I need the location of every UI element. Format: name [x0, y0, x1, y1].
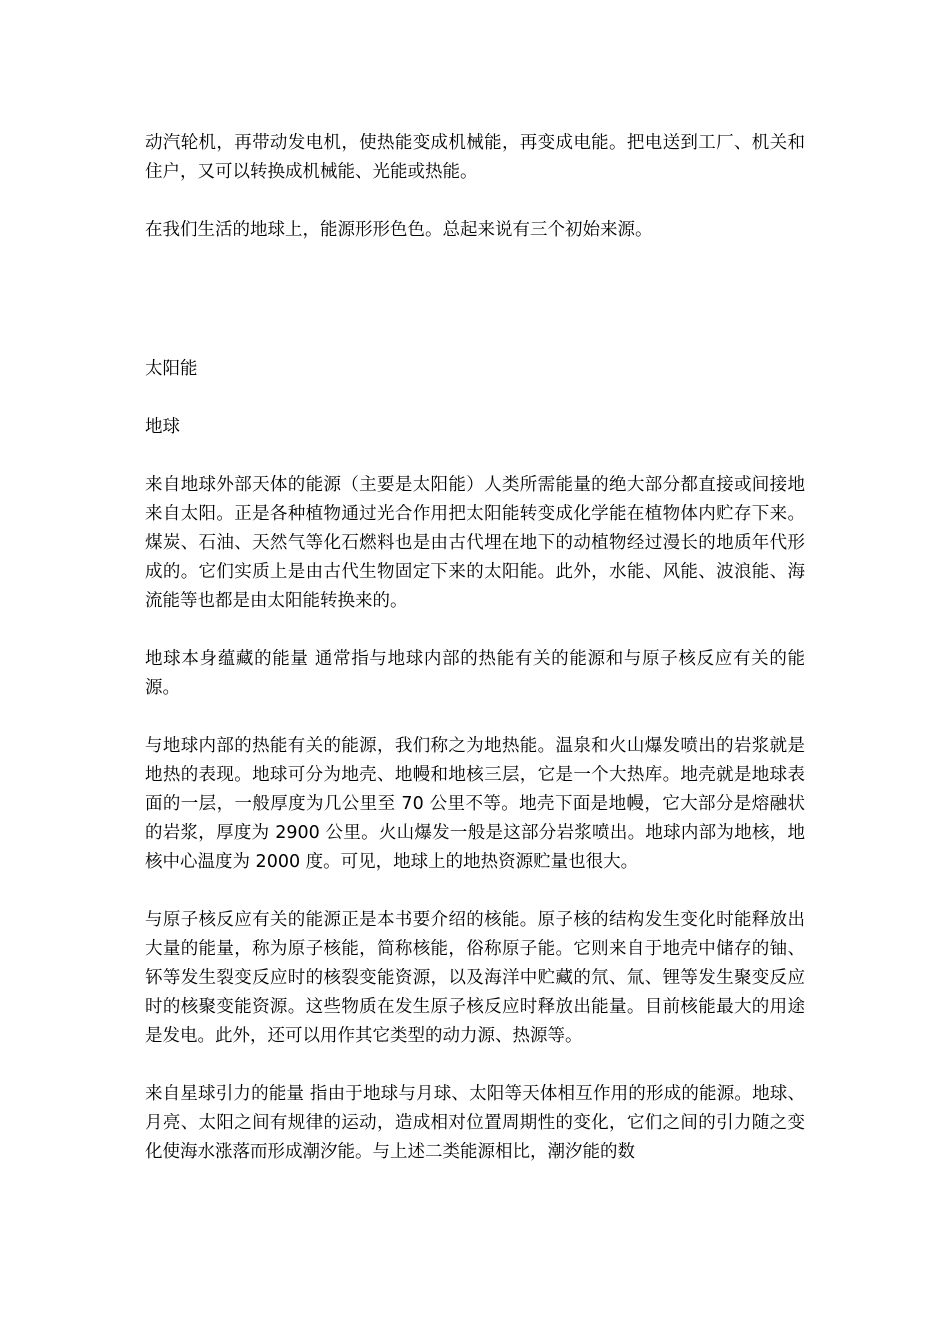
label-solar-energy: 太阳能	[145, 359, 198, 379]
paragraph-internal-energy: 地球本身蕴藏的能量 通常指与地球内部的热能有关的能源和与原子核反应有关的能源。	[145, 649, 805, 698]
document-body	[145, 129, 805, 1196]
paragraph-three-sources: 在我们生活的地球上，能源形形色色。总起来说有三个初始来源。	[145, 220, 653, 240]
paragraph-nuclear: 与原子核反应有关的能源正是本书要介绍的核能。原子核的结构发生变化时能释放出大量的能量，称为原子核能，简称核能，俗称原子能。它则来自于地壳中储存的铀、钚等发生裂变反应时的核裂变能资源，以及海洋中贮藏的氘、氚、锂等发生聚变反应时的核聚变能资源。这些物质在发生原子核反应时释放出能量。目前核能最大的用途是发电。此外，还可以用作其它类型的动力源、热源等。	[145, 910, 805, 1046]
label-earth: 地球	[145, 417, 180, 437]
paragraph-energy-conversion: 动汽轮机，再带动发电机，使热能变成机械能，再变成电能。把电送到工厂、机关和住户，又可以转换成机械能、光能或热能。	[145, 133, 805, 182]
paragraph-geothermal: 与地球内部的热能有关的能源，我们称之为地热能。温泉和火山爆发喷出的岩浆就是地热的表现。地球可分为地壳、地幔和地核三层，它是一个大热库。地壳就是地球表面的一层，一般厚度为几公里至 70 公里不等。地壳下面是地幔，它大部分是熔融状的岩浆，厚度为 2900 公里。火山爆发一般是这部分岩浆喷出。地球内部为地核，地核中心温度为 2000 度。可见，地球上的地热资源贮量也很大。	[145, 736, 805, 872]
paragraph-external-energy: 来自地球外部天体的能源（主要是太阳能）人类所需能量的绝大部分都直接或间接地来自太阳。正是各种植物通过光合作用把太阳能转变成化学能在植物体内贮存下来。煤炭、石油、天然气等化石燃料也是由古代埋在地下的动植物经过漫长的地质年代形成的。它们实质上是由古代生物固定下来的太阳能。此外，水能、风能、波浪能、海流能等也都是由太阳能转换来的。	[145, 475, 805, 611]
paragraph-tidal: 来自星球引力的能量 指由于地球与月球、太阳等天体相互作用的形成的能源。地球、月亮、太阳之间有规律的运动，造成相对位置周期性的变化，它们之间的引力随之变化使海水涨落而形成潮汐能。与上述二类能源相比，潮汐能的数	[145, 1084, 805, 1162]
